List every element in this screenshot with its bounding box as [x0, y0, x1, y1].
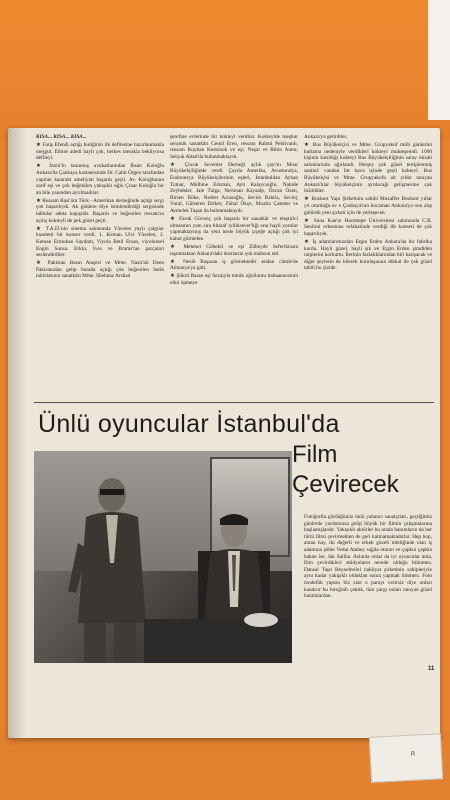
film-title-line-1: Film [292, 441, 338, 468]
paragraph: ★ Fatiş Efendi açtığı butiğinin ilk defilesine hazırlanmakla meşgul. Elbise adedi hayli çok, herkes merakla bekliyorsa defileyi. [36, 142, 164, 162]
paragraph: ★ T.A.D.'nin sinema salonunda Yücelen yaylı çalgılar kuartetti bir konser verdi. 1. Keman Ulvi Yücelen, 2. Keman Ermukan Saydam, Viyola Betil Ersan, viyolonsel Engin Sunsa. Erkin, İves ve Brams'tan parçaları seslendirdiler. [36, 225, 164, 259]
text-column-2 [170, 134, 298, 288]
paragraph: Ankara'ya getirdiler. [304, 134, 348, 140]
paragraph: ★ Nesib Başaran iş görmektedir ondan cümle'de Almanya'ya gitti. [170, 258, 298, 272]
article-body: Fotoğrafta gördüğünüz ünlü yabancı sanatçıları, geçtiğimiz günlerde yurdumuza gelip büyük bir filmin çalışmalarına başlamışlardır. Yakışıklı aktörler bu arada hanımların da her türlü filmi çevirmekten de geri kalmamaktadırlar. Hep hop, aman hay, iki değerli ve erkek güzeli niteliğinde olan iş adamına şöhle Vedat Atabey sağda oturan ve çapkın çapkın bakan ise, Jak Saliba. Aslında onlar da iyi oyuncular ama, film çevirdikleri stüdyoların nerede olduğu bilinmez. Dansal Taşıt Beynelmilel nakliyat şirketinin sahipleriyle aynı kadar yakışıklı olduktan sonra yapmak ilimmez. Foto modellik yapsın biz size o parayı verirsiz diye onları kandırır bu fotoğrafı çektik, tüm yargı onları tanıyan güzel hanımlardan. [304, 514, 432, 600]
standing-man-figure [66, 473, 154, 663]
paragraph: ★ Şükrü Baran eşi Sezaiyla minik oğullarını babaannesinin elini öpmeye [170, 273, 298, 286]
article-photo [34, 451, 292, 663]
paragraph: ★ Ressam Rasi'nin Türk - Amerikan derneğinde açtığı sergi çok başarılıydı. Ak günlere diye isimlendirdiği sergisinde tablolar adeta kapışıldı. Başarılı ve beğenilen ressam'ın açılış kokteyli de pek güzel geçti. [36, 197, 164, 224]
text-column-1 [36, 134, 164, 281]
paper-sticker [369, 733, 443, 783]
paragraph: ★ Pakistan Basın Ataşesi ve Mme. Nasir'ail Deen Pakistandan gelip burada açtığı çok beğenilen batik tablolarının sanatkârı Mme. Shehnaz Arshad [36, 260, 164, 280]
paragraph: ★ İzmir'in tanınmış avukatlarından İhsan Koloğlu Ankara'da Çankaya hastanesinde Dr. Cahit Örgen tarafından yapılan katarakt ameliyatı başarılı geçti. Av. Koloğlunun zarif eşi ve çok beğenilen yakışıklı oğlu Çınar Koloğlu bir an bile yanından ayrılmadılar. [36, 163, 164, 196]
paragraph: ★ Suna Kan'ın Hacettepe Üniversitesi salonunda C.B. Senfoni orkestrası refakatinde verdiği ilk konseri de çok başarılıydı. [304, 217, 432, 237]
paragraph: ★ Çocuk Sevenler Derneği aylık çayı'nı Mısır Büyükelçiliğinde verdi. Çayda Amerika, Avusturalya, Endonezya Büyükelçilerinin eşleri, İstanbuldan Ayhan Tutnar, Mülbine Erkman, Aylı Kalaycıoğlu, Nahide Zeybekler, Jale Tulga, Neriman Kayaalp, Özcan Özen, Birsen Böke, Nedret Arınsoğlu, Sevim Bahtla, Sevinç Vural, Gülseren Driker, Zühal Ökçe, Mualla Çakmer ve Aymelek Taşan da bulunmaktaydı. [170, 161, 298, 215]
paragraph: ★ Bozkurt Yapı Şirketinin sahibi Muzaffer Bozkurt yıllar yıl oturduğu ev e Çankaya'nın kocaman Ankara'ya onu alıp götürdü yeni şirketi için de yerleşecek. [304, 196, 432, 216]
headline: Ünlü oyuncular İstanbul'da [38, 410, 340, 438]
section-divider [34, 402, 434, 403]
page-gutter-shadow [8, 128, 26, 738]
page-number: 11 [428, 666, 435, 672]
orange-background-top [0, 0, 450, 140]
film-title [292, 440, 432, 500]
paragraph: ★ Rus Büyükelçisi ve Mme. Grupyakof milli günlerini kutlama nedeniyle verdikleri kokteyl muhteşemdi. 1000 kişinin katıldığı kokteyl Rus Büyükelçiliğinin saray misali salonlarında ağırlandı. Herşey çok güzel tertiplenmiş sanimi: candan bir hava içinde geçti kokteyl. Rus Büyükelçisi ve Mme. Grupyakofu alt yıldır tanıyan Ankara'lılar büyükelçinin ayrılacağı gelişmesine çok üzüldüler. [304, 142, 432, 195]
white-paper-edge [428, 0, 450, 120]
text-column-3 [304, 134, 432, 273]
paragraph: ★ İş adamlarımızdan Ergin Erden Ankara'da bir fabrika kurdu. Hayli güzel, hayli şık ve Ergin Erden şimdiden raiplerini korkuttu. İlerinin fazlalıklarından biri karışacak ve diğer şeylerin de bilerek kuruluşunun dikkat ile çok güzel tahlil bu çizide. [304, 238, 432, 272]
sticker-label: R [410, 751, 416, 758]
paragraph: ★ Faruk Güvenç çok başarılı bir sanatkâr ve eleştirici olmasının yanı sıra bitaraf iyiliksever'liği onu hayli yorulur yapmaktaymış da yeni nesle büyük çiçeğe açtığı çok iyi kabul görmekte. [170, 216, 298, 242]
paragraph: ★ Mehmet Göbekli ve eşi Zübeyde Seferihisara taşınmaktan Ankara'daki dostlarını çok mahsun etti. [170, 244, 298, 257]
paragraph: şerefine evlerinde bir kokteyl verdiler. Kokteylde meşhur seramik sanatkârı Cemil Eren, ressam Rahmi Pehlivanlı, ressam Kuyhan Keskinok ve eşi, Neşat ve Rihin Autor, Selçuk Altan'da bulunmaktaydı. [170, 134, 298, 160]
magazine-page [8, 128, 440, 738]
photo-ashtray [244, 613, 278, 627]
paragraph: KISA... KISA... KISA... [36, 134, 87, 140]
film-title-line-2: Çevirecek [292, 471, 399, 498]
